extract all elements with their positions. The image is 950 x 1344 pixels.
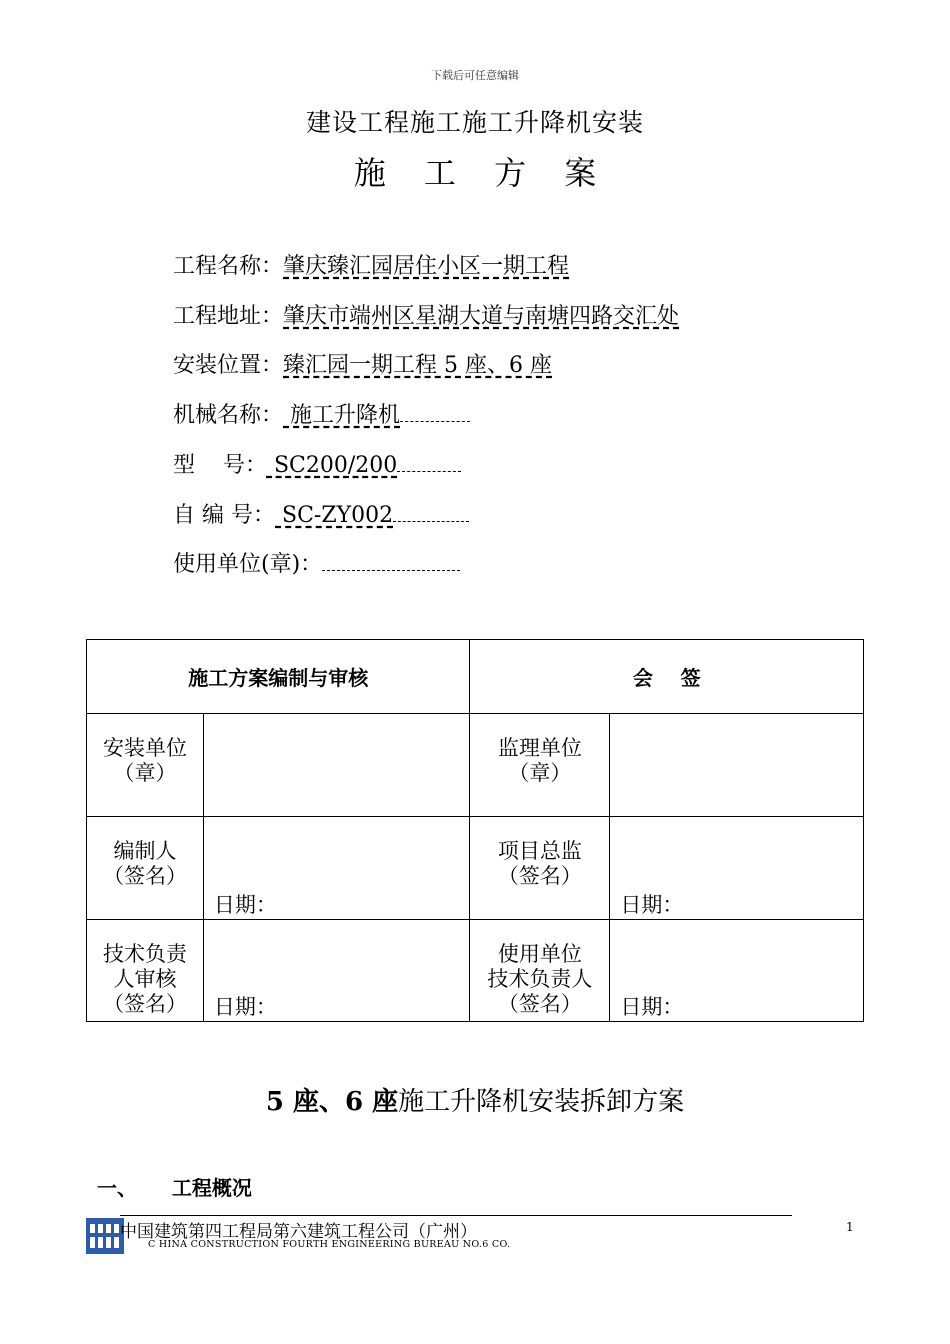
project-name-row: [173, 252, 569, 282]
table-header-left: 施工方案编制与审核: [87, 640, 470, 714]
selfno-value: SC-ZY002: [275, 503, 394, 528]
section-heading: 一、 工程概况: [97, 1176, 252, 1200]
address-value: 肇庆市端州区星湖大道与南塘四路交汇处: [283, 304, 680, 329]
title-char: 方: [494, 154, 527, 192]
tech-reviewer-label: 技术负责 人审核 （签名）: [87, 920, 204, 1022]
machine-value: 施工升降机: [283, 403, 401, 428]
section-title-rest: 施工升降机安装拆卸方案: [398, 1087, 685, 1117]
page-number: 1: [846, 1220, 854, 1234]
title-char: 工: [423, 154, 456, 192]
location-row: [173, 351, 552, 381]
underline-blank: [322, 552, 460, 571]
underline-blank: [400, 403, 470, 422]
compiler-label: 编制人 （签名）: [87, 817, 204, 920]
compiler-cell: [203, 817, 470, 920]
model-value: SC200/200: [266, 453, 398, 478]
selfno-label: 自 编 号：: [173, 503, 275, 528]
footer-company-cn: 中国建筑第四工程局第六建筑工程公司（广州）: [120, 1222, 477, 1242]
address-label: 工程地址：: [173, 304, 284, 329]
date-label: 日期：: [620, 893, 684, 917]
table-header-right: 会 签: [470, 640, 864, 714]
project-name-label: 工程名称：: [173, 254, 284, 279]
model-row: [173, 451, 461, 481]
section-title: [0, 1081, 950, 1118]
date-label: 日期：: [620, 995, 684, 1019]
top-note: 下载后可任意编辑: [431, 69, 519, 82]
underline-blank: [393, 503, 469, 522]
chief-supervisor-label: 项目总监 （签名）: [470, 817, 610, 920]
install-unit-cell: [203, 714, 470, 817]
footer-company-en: C HINA CONSTRUCTION FOURTH ENGINEERING BUREAU NO.6 CO.: [148, 1239, 511, 1250]
document-subtitle: [0, 148, 950, 194]
user-row: [173, 550, 460, 580]
user-tech-label: 使用单位 技术负责人 （签名）: [470, 920, 610, 1022]
location-value: 臻汇园一期工程 5 座、6 座: [283, 353, 552, 378]
address-row: [173, 302, 679, 332]
section-title-bold: 5 座、6 座: [265, 1087, 399, 1117]
date-label: 日期：: [213, 893, 277, 917]
supervision-unit-cell: [610, 714, 864, 817]
user-label: 使用单位(章)：: [173, 552, 323, 577]
footer-divider: [120, 1215, 792, 1216]
chief-supervisor-cell: [610, 817, 864, 920]
supervision-unit-label: 监理单位 （章）: [470, 714, 610, 817]
selfno-row: [173, 501, 469, 531]
user-tech-cell: [610, 920, 864, 1022]
install-unit-label: 安装单位 （章）: [87, 714, 204, 817]
title-char: 案: [564, 154, 597, 192]
project-name-value: 肇庆臻汇园居住小区一期工程: [283, 254, 570, 279]
model-label: 型 号：: [173, 453, 267, 478]
location-label: 安装位置：: [173, 353, 284, 378]
machine-row: [173, 401, 470, 431]
date-label: 日期：: [213, 995, 277, 1019]
title-char: 施: [353, 154, 386, 192]
machine-label: 机械名称：: [173, 403, 284, 428]
approval-table: [86, 639, 864, 1022]
company-logo: [86, 1218, 124, 1254]
document-title: 建设工程施工施工升降机安装: [305, 108, 644, 137]
logo-mark: [86, 1218, 124, 1254]
tech-reviewer-cell: [203, 920, 470, 1022]
underline-blank: [397, 453, 461, 472]
